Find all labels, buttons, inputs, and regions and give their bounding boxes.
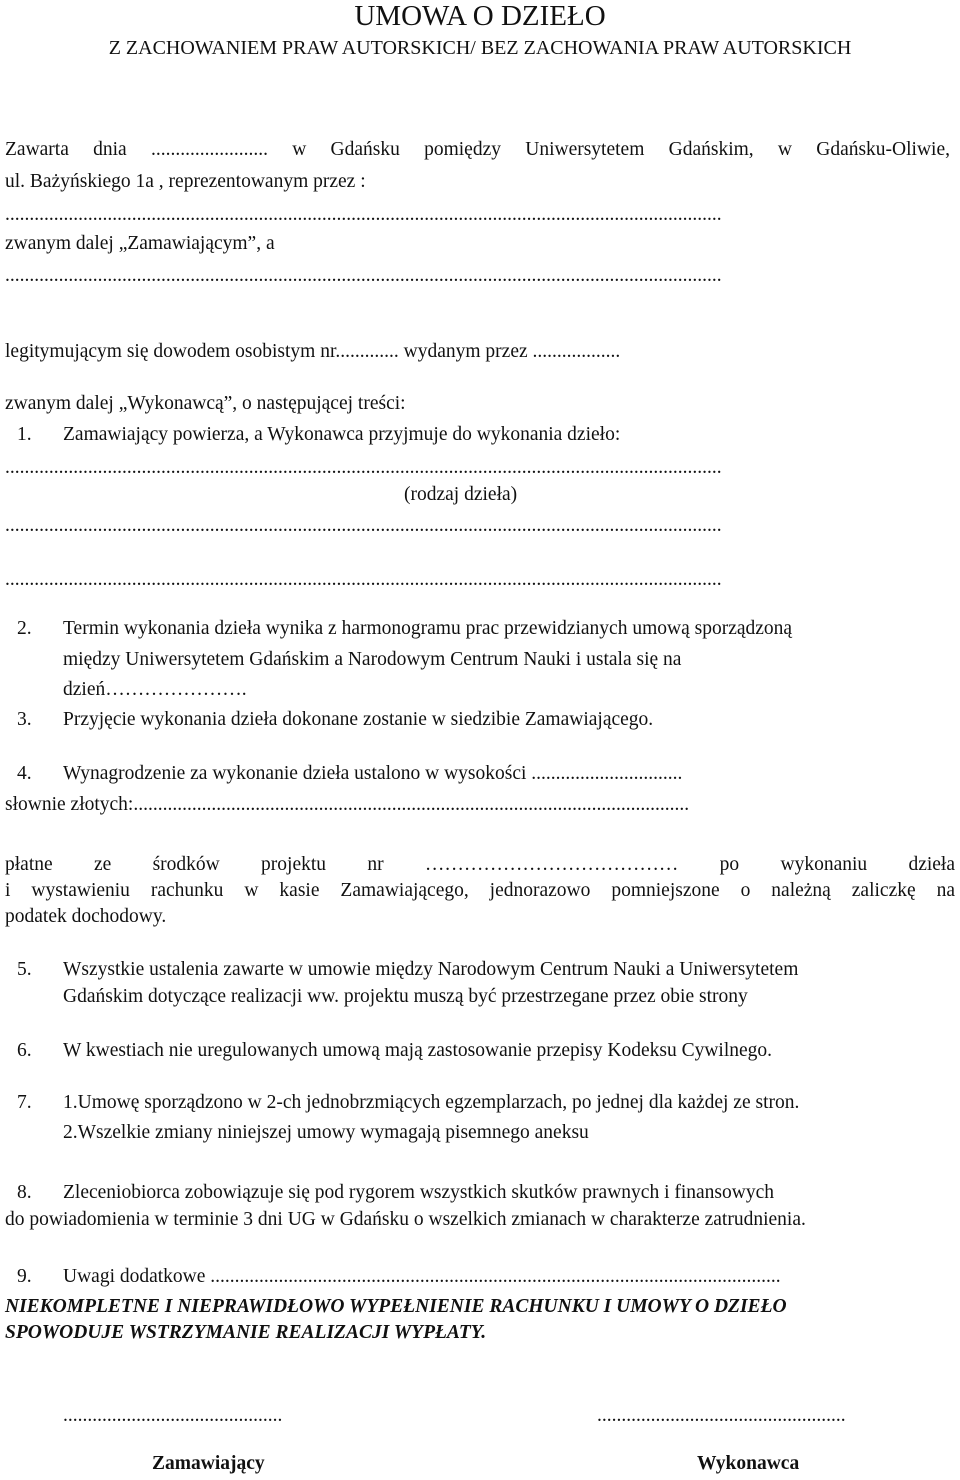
section-3-text: Przyjęcie wykonania dzieła dokonane zostanie w siedzibie Zamawiającego.: [63, 709, 654, 730]
section-2-line-2: między Uniwersytetem Gdańskim a Narodowym Centrum Nauki i ustala się na: [63, 649, 682, 670]
section-2-line-1: Termin wykonania dzieła wynika z harmonogramu prac przewidzianych umową sporządzoną: [63, 618, 793, 639]
section-8-number: 8.: [17, 1182, 32, 1203]
section-6-text: W kwestiach nie uregulowanych umową mają zastosowanie przepisy Kodeksu Cywilnego.: [63, 1040, 773, 1061]
ordering-party-line: zwanym dalej „Zamawiającym”, a: [5, 233, 275, 254]
signature-label-ordering-party: Zamawiający: [152, 1453, 265, 1474]
intro-line-1: Zawarta dnia ........................ w Gdańsku pomiędzy Uniwersytetem Gdańskim, w Gdańsku-Oliwie,: [5, 139, 950, 160]
section-7-number: 7.: [17, 1092, 32, 1113]
section-4-number: 4.: [17, 763, 32, 784]
amount-in-words-line: słownie złotych:..................................................................................................................: [5, 794, 690, 815]
warning-line-1: NIEKOMPLETNE I NIEPRAWIDŁOWO WYPEŁNIENIE RACHUNKU I UMOWY O DZIEŁO: [5, 1296, 787, 1317]
section-5-line-1: Wszystkie ustalenia zawarte w umowie między Narodowym Centrum Nauki a Uniwersytetem: [63, 959, 799, 980]
work-type-blank-1: ...................................................................................................................................................: [5, 457, 722, 478]
contractor-line: zwanym dalej „Wykonawcą”, o następującej treści:: [5, 393, 406, 414]
section-2-line-3: dzień………………….: [63, 679, 247, 700]
section-5-line-2: Gdańskim dotyczące realizacji ww. projektu muszą być przestrzegane przez obie strony: [63, 986, 748, 1007]
document-title: UMOWA O DZIEŁO: [354, 0, 606, 32]
payment-line-3: podatek dochodowy.: [5, 906, 167, 927]
section-7-line-2: 2.Wszelkie zmiany niniejszej umowy wymagają pisemnego aneksu: [63, 1122, 589, 1143]
section-8-line-1: Zleceniobiorca zobowiązuje się pod rygorem wszystkich skutków prawnych i finansowych: [63, 1182, 775, 1203]
warning-line-2: SPOWODUJE WSTRZYMANIE REALIZACJI WYPŁATY.: [5, 1322, 487, 1343]
section-8-line-2: do powiadomienia w terminie 3 dni UG w Gdańsku o wszelkich zmianach w charakterze zatrudnienia.: [5, 1209, 806, 1230]
signature-line-ordering-party: .............................................: [63, 1405, 283, 1426]
section-9-text: Uwagi dodatkowe .....................................................................................................................: [63, 1266, 781, 1287]
representative-blank: ...................................................................................................................................................: [5, 204, 722, 225]
section-5-number: 5.: [17, 959, 32, 980]
section-7-line-1: 1.Umowę sporządzono w 2-ch jednobrzmiących egzemplarzach, po jednej dla każdej ze stron.: [63, 1092, 800, 1113]
payment-line-2: i wystawieniu rachunku w kasie Zamawiającego, jednorazowo pomniejszone o należną zaliczkę na: [5, 880, 955, 901]
work-type-blank-3: ...................................................................................................................................................: [5, 569, 722, 590]
section-4-text: Wynagrodzenie za wykonanie dzieła ustalono w wysokości ...............................: [63, 763, 683, 784]
id-card-line: legitymującym się dowodem osobistym nr............. wydanym przez ..................: [5, 341, 621, 362]
signature-label-contractor: Wykonawca: [697, 1453, 800, 1474]
contractor-blank: ...................................................................................................................................................: [5, 265, 722, 286]
work-type-blank-2: ...................................................................................................................................................: [5, 515, 722, 536]
section-2-number: 2.: [17, 618, 32, 639]
section-1-text: Zamawiający powierza, a Wykonawca przyjmuje do wykonania dzieło:: [63, 424, 621, 445]
payment-line-1: płatne ze środków projektu nr ………………………………… po wykonaniu dzieła: [5, 854, 955, 875]
signature-line-contractor: ...................................................: [597, 1405, 846, 1426]
document-subtitle: Z ZACHOWANIEM PRAW AUTORSKICH/ BEZ ZACHOWANIA PRAW AUTORSKICH: [108, 37, 852, 59]
section-6-number: 6.: [17, 1040, 32, 1061]
intro-line-2: ul. Bażyńskiego 1a , reprezentowanym przez :: [5, 171, 366, 192]
section-3-number: 3.: [17, 709, 32, 730]
section-9-number: 9.: [17, 1266, 32, 1287]
section-1-number: 1.: [17, 424, 32, 445]
work-type-caption: (rodzaj dzieła): [404, 484, 518, 505]
